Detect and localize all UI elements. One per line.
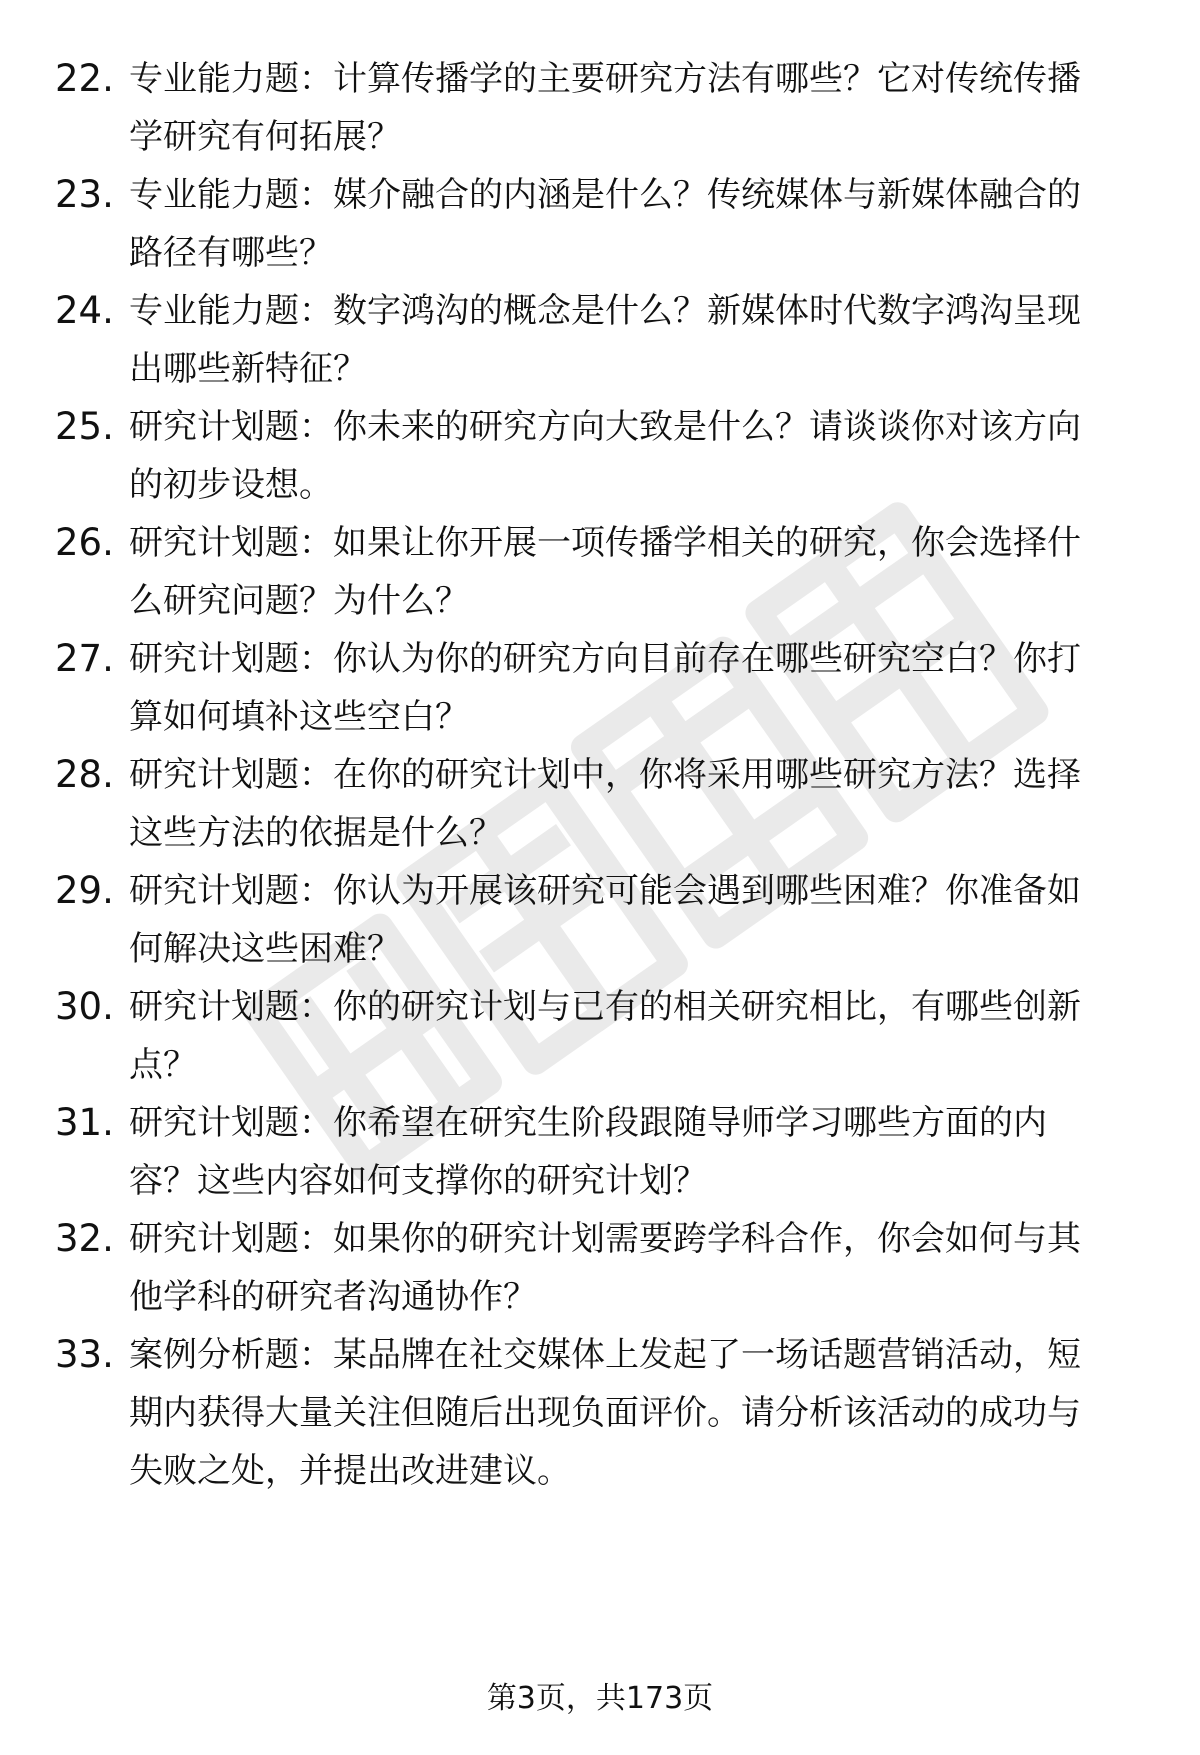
question-text xyxy=(129,282,1149,398)
question-item-27 xyxy=(0,630,1200,750)
page-number: 第3页，共173页 xyxy=(486,1681,714,1716)
question-item-26 xyxy=(0,514,1200,634)
question-item-30 xyxy=(0,978,1200,1098)
question-number: 33. xyxy=(55,1333,114,1376)
question-text xyxy=(129,166,1149,282)
question-line: 么研究问题？为什么？ xyxy=(129,581,469,621)
question-line: 容？这些内容如何支撑你的研究计划？ xyxy=(129,1161,707,1201)
question-line: 点？ xyxy=(129,1045,197,1085)
question-number: 24. xyxy=(55,289,114,332)
question-text xyxy=(129,630,1149,746)
question-line: 的初步设想。 xyxy=(129,465,333,505)
question-item-32 xyxy=(0,1210,1200,1330)
question-item-22 xyxy=(0,50,1200,170)
question-line: 研究计划题：如果你的研究计划需要跨学科合作，你会如何与其 xyxy=(129,1219,1081,1259)
question-line: 路径有哪些？ xyxy=(129,233,333,273)
question-item-25 xyxy=(0,398,1200,518)
question-number: 29. xyxy=(55,869,114,912)
question-line: 研究计划题：你认为你的研究方向目前存在哪些研究空白？你打 xyxy=(129,639,1081,679)
question-item-31 xyxy=(0,1094,1200,1214)
question-line: 研究计划题：你未来的研究方向大致是什么？请谈谈你对该方向 xyxy=(129,407,1081,447)
question-text xyxy=(129,746,1149,862)
question-line: 专业能力题：数字鸿沟的概念是什么？新媒体时代数字鸿沟呈现 xyxy=(129,291,1081,331)
question-line: 研究计划题：在你的研究计划中，你将采用哪些研究方法？选择 xyxy=(129,755,1081,795)
question-line: 出哪些新特征？ xyxy=(129,349,367,389)
question-number: 23. xyxy=(55,173,114,216)
question-text xyxy=(129,978,1149,1094)
question-item-23 xyxy=(0,166,1200,286)
question-number: 28. xyxy=(55,753,114,796)
question-text xyxy=(129,862,1149,978)
question-text xyxy=(129,50,1149,166)
question-line: 专业能力题：计算传播学的主要研究方法有哪些？它对传统传播 xyxy=(129,59,1081,99)
question-number: 27. xyxy=(55,637,114,680)
question-line: 算如何填补这些空白？ xyxy=(129,697,469,737)
question-text xyxy=(129,1326,1149,1500)
question-number: 32. xyxy=(55,1217,114,1260)
question-line: 何解决这些困难？ xyxy=(129,929,401,969)
question-item-24 xyxy=(0,282,1200,402)
question-line: 研究计划题：如果让你开展一项传播学相关的研究，你会选择什 xyxy=(129,523,1081,563)
question-line: 专业能力题：媒介融合的内涵是什么？传统媒体与新媒体融合的 xyxy=(129,175,1081,215)
question-line: 失败之处，并提出改进建议。 xyxy=(129,1451,571,1491)
question-line: 案例分析题：某品牌在社交媒体上发起了一场话题营销活动，短 xyxy=(129,1335,1081,1375)
question-line: 研究计划题：你希望在研究生阶段跟随导师学习哪些方面的内 xyxy=(129,1103,1047,1143)
question-text xyxy=(129,1094,1149,1210)
question-number: 31. xyxy=(55,1101,114,1144)
question-number: 22. xyxy=(55,57,114,100)
question-number: 30. xyxy=(55,985,114,1028)
question-text xyxy=(129,514,1149,630)
question-number: 25. xyxy=(55,405,114,448)
question-item-29 xyxy=(0,862,1200,982)
question-line: 研究计划题：你认为开展该研究可能会遇到哪些困难？你准备如 xyxy=(129,871,1081,911)
question-line: 期内获得大量关注但随后出现负面评价。请分析该活动的成功与 xyxy=(129,1393,1081,1433)
question-item-33 xyxy=(0,1326,1200,1491)
question-text xyxy=(129,398,1149,514)
question-item-28 xyxy=(0,746,1200,866)
question-text xyxy=(129,1210,1149,1326)
question-line: 研究计划题：你的研究计划与已有的相关研究相比，有哪些创新 xyxy=(129,987,1081,1027)
question-line: 这些方法的依据是什么？ xyxy=(129,813,503,853)
question-line: 学研究有何拓展？ xyxy=(129,117,401,157)
question-number: 26. xyxy=(55,521,114,564)
question-line: 他学科的研究者沟通协作？ xyxy=(129,1277,537,1317)
